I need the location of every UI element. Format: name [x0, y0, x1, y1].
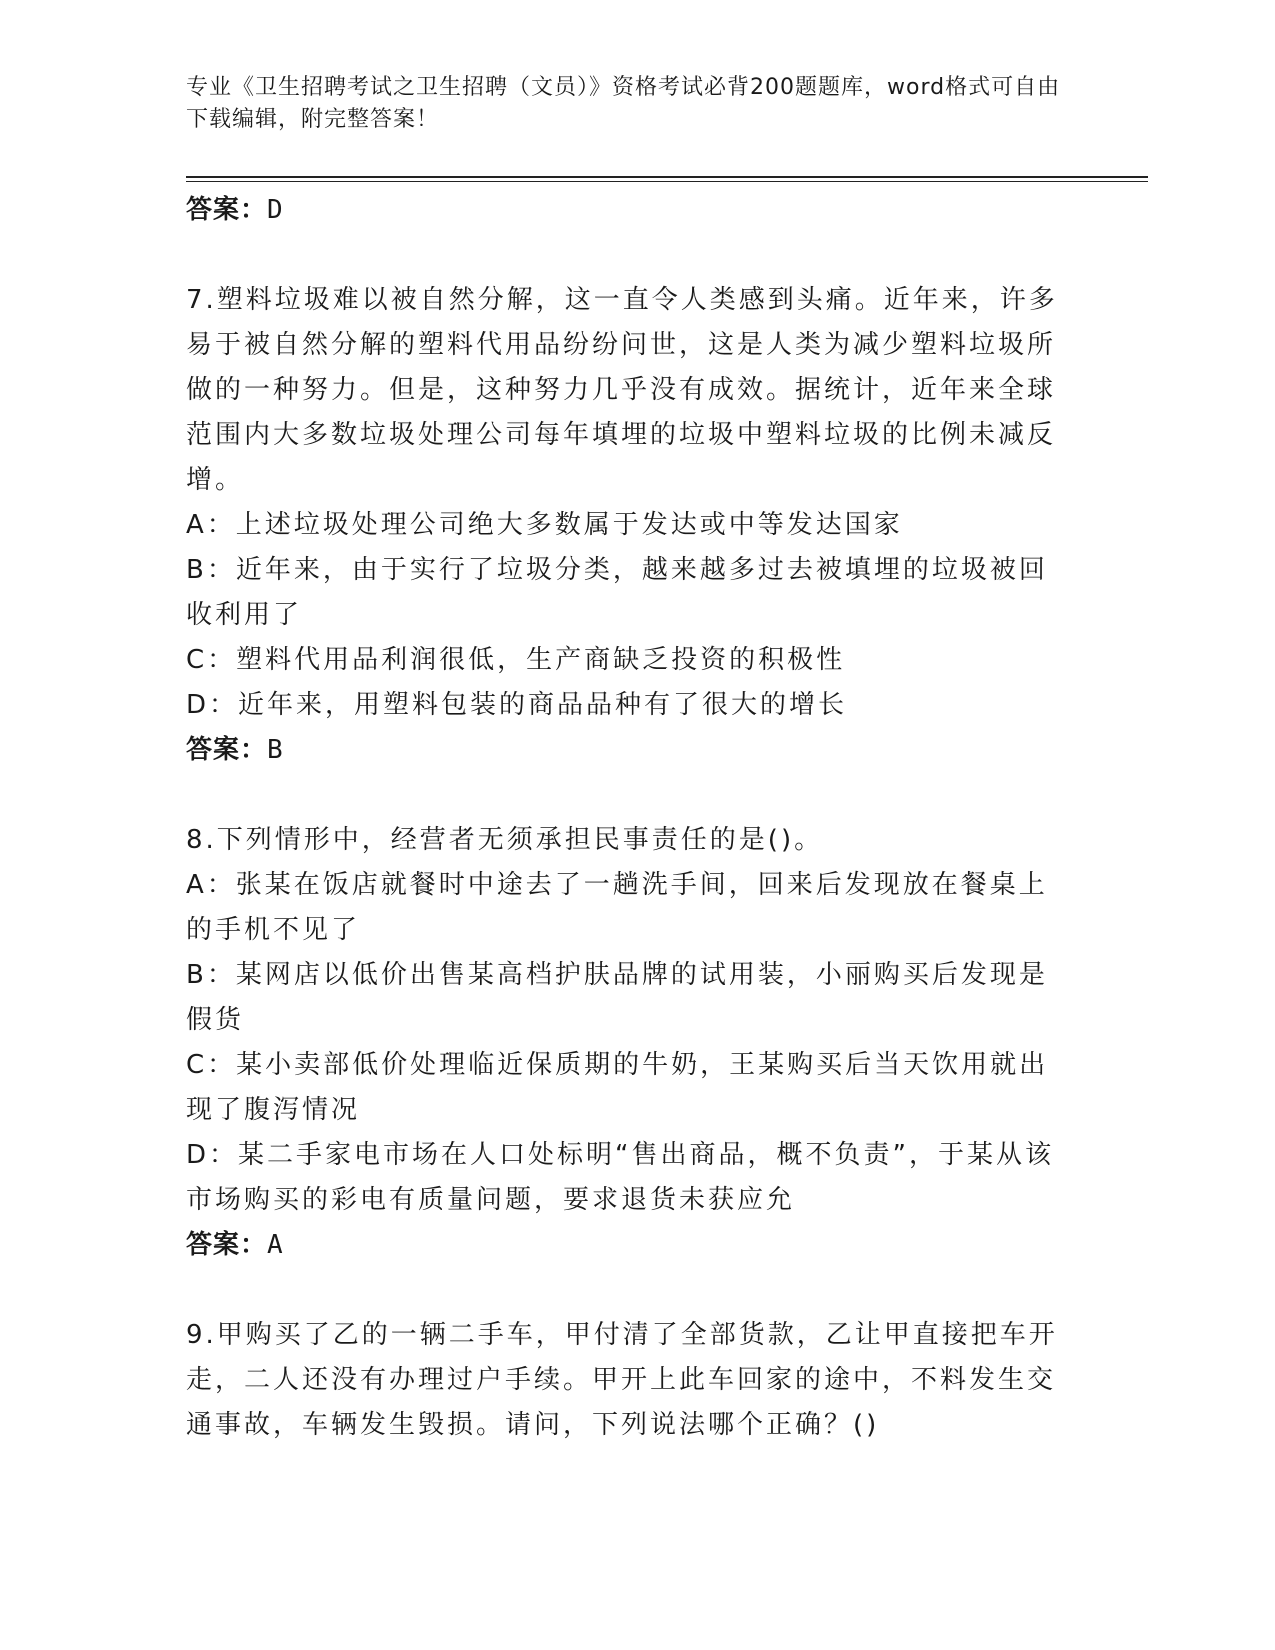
question-text: 9.甲购买了乙的一辆二手车，甲付清了全部货款，乙让甲直接把车开走，二人还没有办理过户手续。甲开上此车回家的途中，不料发生交通事故，车辆发生毁损。请问，下列说法哪个正确？() — [186, 1320, 1058, 1440]
answer-label: 答案： — [186, 195, 268, 225]
header-text: 专业《卫生招聘考试之卫生招聘（文员）》资格考试必背200题题库，word格式可自由下载编辑，附完整答案！ — [186, 75, 1061, 132]
header-divider-thick — [186, 176, 1148, 178]
answer-value: D — [267, 195, 284, 225]
header-divider-thin — [186, 181, 1148, 182]
answer-line — [186, 728, 1076, 772]
question-9 — [186, 1313, 1076, 1448]
answer-value: B — [267, 735, 284, 765]
option-a: A：张某在饭店就餐时中途去了一趟洗手间，回来后发现放在餐桌上的手机不见了 — [186, 870, 1048, 945]
question-text: 8.下列情形中，经营者无须承担民事责任的是()。 — [186, 825, 824, 855]
spacer — [186, 1267, 1076, 1313]
question-8 — [186, 818, 1076, 1267]
option-b: B：某网店以低价出售某高档护肤品牌的试用装，小丽购买后发现是假货 — [186, 960, 1048, 1035]
question-7 — [186, 278, 1076, 772]
option-c: C：塑料代用品利润很低，生产商缺乏投资的积极性 — [186, 645, 846, 675]
answer-label: 答案： — [186, 735, 268, 765]
option-b: B：近年来，由于实行了垃圾分类，越来越多过去被填埋的垃圾被回收利用了 — [186, 555, 1048, 630]
spacer — [186, 772, 1076, 818]
option-d: D：近年来，用塑料包装的商品品种有了很大的增长 — [186, 690, 848, 720]
answer-line — [186, 1223, 1076, 1267]
answer-line — [186, 188, 1076, 232]
question-text: 7.塑料垃圾难以被自然分解，这一直令人类感到头痛。近年来，许多易于被自然分解的塑料代用品纷纷问世，这是人类为减少塑料垃圾所做的一种努力。但是，这种努力几乎没有成效。据统计，近年来全球范围内大多数垃圾处理公司每年填埋的垃圾中塑料垃圾的比例未减反增。 — [186, 285, 1058, 495]
spacer — [186, 232, 1076, 278]
option-d: D：某二手家电市场在人口处标明“售出商品，概不负责”，于某从该市场购买的彩电有质量问题，要求退货未获应允 — [186, 1140, 1054, 1215]
answer-label: 答案： — [186, 1230, 268, 1260]
document-header — [186, 72, 1066, 136]
document-body — [186, 188, 1076, 1448]
option-a: A：上述垃圾处理公司绝大多数属于发达或中等发达国家 — [186, 510, 903, 540]
answer-value: A — [267, 1230, 284, 1260]
option-c: C：某小卖部低价处理临近保质期的牛奶，王某购买后当天饮用就出现了腹泻情况 — [186, 1050, 1049, 1125]
